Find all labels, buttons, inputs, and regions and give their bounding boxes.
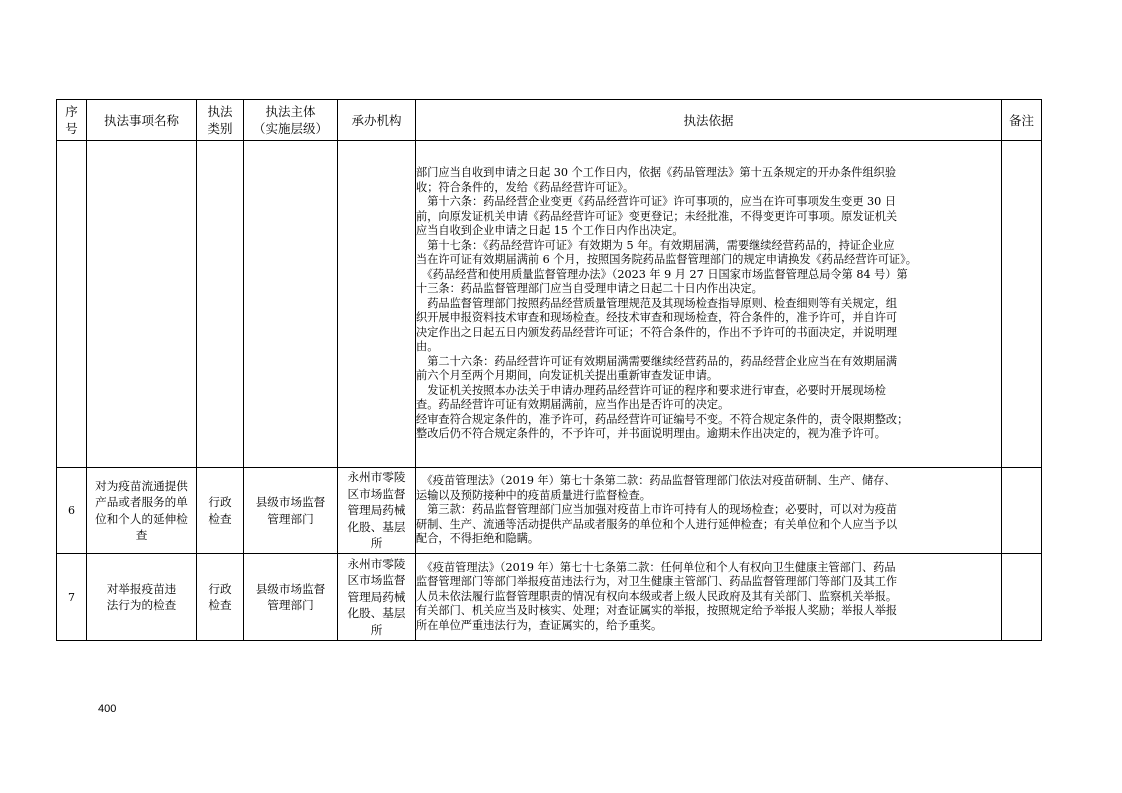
basis-line: 配合，不得拒绝和隐瞒。	[416, 532, 540, 546]
cell-category: 行政检查	[197, 468, 244, 554]
cell-subject: 县级市场监督管理部门	[244, 554, 338, 641]
basis-line: 监督管理部门等部门举报疫苗违法行为，对卫生健康主管部门、药品监督管理部门等部门及其工作	[416, 575, 898, 589]
cell-subject: 县级市场监督管理部门	[244, 468, 338, 554]
header-line: 类别	[207, 121, 233, 136]
basis-line: 由。	[416, 340, 439, 354]
basis-line: 有关部门、机关应当及时核实、处理；对查证属实的举报，按照规定给予举报人奖励；举报人举报	[416, 604, 898, 618]
cell-index	[57, 141, 87, 468]
cell-subject	[244, 141, 338, 468]
cell-office: 永州市零陵区市场监督管理局药械化股、基层所	[338, 554, 416, 641]
cell-remark	[1002, 554, 1042, 641]
basis-line: 第三款：药品监督管理部门应当加强对疫苗上市许可持有人的现场检查；必要时，可以对为疫苗	[416, 503, 898, 517]
basis-line: 药品监督管理部门按照药品经营质量管理规范及其现场检查指导原则、检查细则等有关规定，组	[416, 296, 898, 310]
basis-line: 《药品经营和使用质量监督管理办法》（2023 年 9 月 27 日国家市场监督管理总局令第 84 号）第	[416, 267, 908, 281]
cell-remark	[1002, 141, 1042, 468]
cell-basis	[416, 468, 1002, 554]
basis-line: 第二十六条：药品经营许可证有效期届满需要继续经营药品的，药品经营企业应当在有效期届满	[416, 354, 898, 368]
header-remark: 备注	[1002, 100, 1042, 141]
cell-item-name: 对为疫苗流通提供产品或者服务的单位和个人的延伸检查	[87, 468, 197, 554]
header-basis: 执法依据	[416, 100, 1002, 141]
basis-line: 决定作出之日起五日内颁发药品经营许可证；不符合条件的，作出不予许可的书面决定，并说明理	[416, 325, 898, 339]
header-subject	[244, 100, 338, 141]
page-number: 400	[98, 703, 117, 715]
table-row-continuation	[57, 141, 1042, 468]
basis-line: 运输以及预防接种中的疫苗质量进行监督检查。	[416, 488, 651, 502]
header-line: （实施层级）	[252, 121, 328, 136]
table-row	[57, 468, 1042, 554]
law-enforcement-table	[56, 99, 1042, 641]
cell-remark	[1002, 468, 1042, 554]
header-line: 执法主体	[265, 104, 316, 119]
header-line: 号	[65, 121, 78, 136]
basis-line: 第十六条：药品经营企业变更《药品经营许可证》许可事项的，应当在许可事项发生变更 30 日	[416, 195, 897, 209]
basis-line: 研制、生产、流通等活动提供产品或者服务的单位和个人进行延伸检查；有关单位和个人应当予以	[416, 517, 898, 531]
basis-line: 部门应当自收到申请之日起 30 个工作日内，依据《药品管理法》第十五条规定的开办条件组织验	[416, 166, 897, 180]
basis-line: 收；符合条件的，发给《药品经营许可证》。	[416, 180, 635, 194]
header-category	[197, 100, 244, 141]
basis-line: 查。药品经营许可证有效期届满前，应当作出是否许可的决定。	[416, 398, 730, 412]
cell-index: 7	[57, 554, 87, 641]
basis-line: 织开展申报资料技术审查和现场检查。经技术审查和现场检查，符合条件的，准予许可，并自许可	[416, 311, 898, 325]
cell-category: 行政检查	[197, 554, 244, 641]
basis-line: 十三条：药品监督管理部门应当自受理申请之日起二十日内作出决定。	[416, 282, 763, 296]
header-office: 承办机构	[338, 100, 416, 141]
basis-line: 整改后仍不符合规定条件的，不予许可，并书面说明理由。逾期未作出决定的，视为准予许可。	[416, 427, 886, 441]
cell-category	[197, 141, 244, 468]
basis-line: 人员未依法履行监督管理职责的情况有权向本级或者上级人民政府及其有关部门、监察机关举报。	[416, 589, 898, 603]
header-line: 序	[65, 104, 78, 119]
basis-line: 前，向原发证机关申请《药品经营许可证》变更登记；未经批准，不得变更许可事项。原发证机关	[416, 209, 898, 223]
header-line: 执法	[207, 104, 233, 119]
cell-item-name	[87, 141, 197, 468]
header-index	[57, 100, 87, 141]
basis-line: 《疫苗管理法》（2019 年）第七十七条第二款：任何单位和个人有权向卫生健康主管部门、药品	[416, 560, 896, 574]
basis-line: 前六个月至两个月期间，向发证机关提出重新审查发证申请。	[416, 369, 719, 383]
basis-line: 当在许可证有效期届满前 6 个月，按照国务院药品监督管理部门的规定申请换发《药品经营许可证》。	[416, 253, 917, 267]
table-header-row	[57, 100, 1042, 141]
cell-item-name: 对举报疫苗违法行为的检查	[87, 554, 197, 641]
basis-line: 《疫苗管理法》（2019 年）第七十条第二款：药品监督管理部门依法对疫苗研制、生产、储存、	[416, 474, 896, 488]
basis-line: 发证机关按照本办法关于申请办理药品经营许可证的程序和要求进行审查，必要时开展现场检	[416, 383, 886, 397]
basis-line: 应当自收到企业申请之日起 15 个工作日内作出决定。	[416, 224, 684, 238]
cell-index: 6	[57, 468, 87, 554]
cell-office	[338, 141, 416, 468]
cell-basis	[416, 141, 1002, 468]
basis-line: 第十七条：《药品经营许可证》有效期为 5 年。有效期届满，需要继续经营药品的，持证企业应	[416, 238, 895, 252]
cell-office: 永州市零陵区市场监督管理局药械化股、基层所	[338, 468, 416, 554]
basis-line: 经审查符合规定条件的，准予许可，药品经营许可证编号不变。不符合规定条件的，责令限期整改；	[416, 412, 909, 426]
basis-line: 所在单位严重违法行为，查证属实的，给予重奖。	[416, 618, 663, 632]
header-item-name: 执法事项名称	[87, 100, 197, 141]
table-row	[57, 554, 1042, 641]
cell-basis	[416, 554, 1002, 641]
